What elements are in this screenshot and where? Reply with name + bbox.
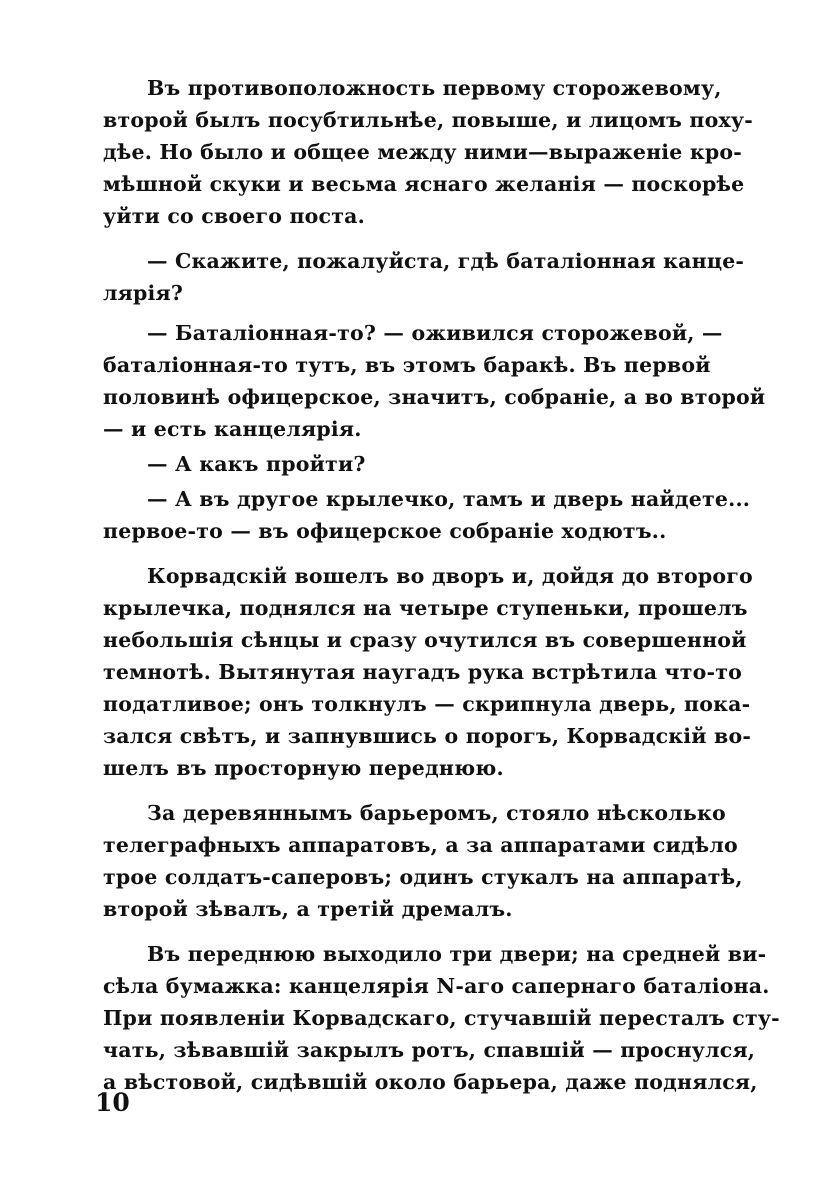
text-line: второй зѣвалъ, а третій дремалъ. (103, 897, 513, 921)
text-line: Корвадскій вошелъ во дворъ и, дойдя до второго (147, 564, 753, 588)
text-line: При появленіи Корвадскаго, стучавшій пересталъ сту- (103, 1006, 780, 1030)
paragraph-8 (103, 938, 780, 1098)
text-line: второй былъ посубтильнѣе, повыше, и лицомъ поху- (103, 108, 753, 132)
paragraph-6 (103, 560, 753, 784)
text-line: лярія? (103, 281, 184, 305)
text-line: чать, зѣвавшій закрылъ ротъ, спавшій — проснулся, (103, 1038, 756, 1062)
text-line: податливое; онъ толкнулъ — скрипнула дверь, пока- (103, 692, 751, 716)
page-number: 10 (95, 1088, 130, 1117)
text-line: а вѣстовой, сидѣвшій около барьера, даже поднялся, (103, 1070, 758, 1094)
text-line: шелъ въ просторную переднюю. (103, 756, 504, 780)
text-line: — А въ другое крылечко, тамъ и дверь найдете... (147, 487, 751, 511)
text-line: небольшія сѣнцы и сразу очутился въ совершенной (103, 628, 747, 652)
text-line: первое-то — въ офицерское собраніе ходютъ.. (103, 519, 667, 543)
paragraph-7 (103, 797, 743, 925)
paragraph-2 (103, 245, 745, 309)
text-line: дѣе. Но было и общее между ними—выраженіе кро- (103, 140, 742, 164)
text-line: зался свѣтъ, и запнувшись о порогъ, Корвадскій во- (103, 724, 752, 748)
text-line: крылечка, поднялся на четыре ступеньки, прошелъ (103, 596, 748, 620)
text-line: — Скажите, пожалуйста, гдѣ баталіонная канце- (147, 249, 745, 273)
text-line: мѣшной скуки и весьма яснаго желанія — поскорѣе (103, 172, 745, 196)
text-line: трое солдатъ-саперовъ; одинъ стукалъ на аппаратѣ, (103, 865, 743, 889)
paragraph-4 (103, 448, 706, 480)
paragraph-5 (103, 483, 751, 547)
text-line: баталіонная-то тутъ, въ этомъ баракѣ. Въ первой (103, 353, 711, 377)
text-line: — А какъ пройти? (147, 452, 366, 476)
text-line: телеграфныхъ аппаратовъ, а за аппаратами сидѣло (103, 833, 738, 857)
body-text (103, 72, 780, 1098)
text-line: — Баталіонная-то? — оживился сторожевой, — (147, 321, 723, 345)
paragraph-3 (103, 317, 766, 445)
text-line: половинѣ офицерское, значитъ, собраніе, а во второй (103, 385, 766, 409)
text-line: сѣла бумажка: канцелярія N-аго сапернаго баталіона. (103, 974, 770, 998)
text-line: — и есть канцелярія. (103, 417, 362, 441)
text-line: Въ переднюю выходило три двери; на средней ви- (147, 942, 767, 966)
text-line: За деревяннымъ барьеромъ, стояло нѣсколько (147, 801, 726, 825)
text-line: темнотѣ. Вытянутая наугадъ рука встрѣтила что-то (103, 660, 743, 684)
paragraph-1 (103, 72, 753, 232)
text-line: уйти со своего поста. (103, 204, 365, 228)
text-line: Въ противоположность первому сторожевому, (147, 76, 722, 100)
